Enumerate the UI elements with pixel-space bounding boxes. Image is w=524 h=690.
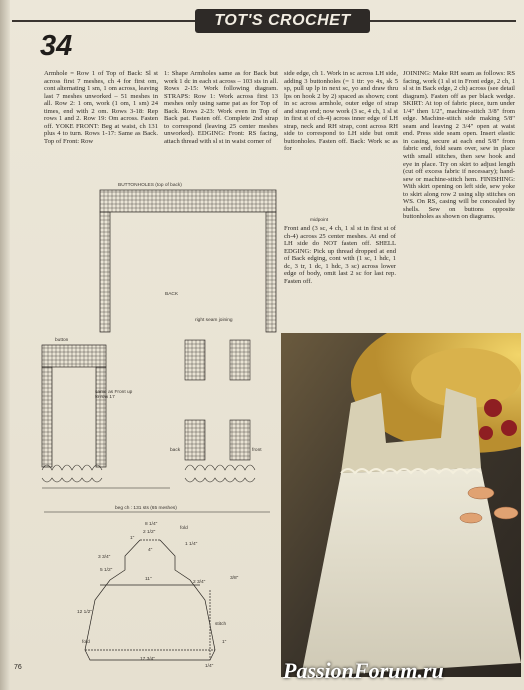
back-left-strap xyxy=(100,212,110,332)
instructions-column-4: JOINING: Make RH seam as follows: RS facing, work (1 sl st in Front edge, 2 ch, 1 sl st in Back edge, 2 ch) across (see detail diagram). Fasten off as per black wedge. SKIRT: At top of fabric piece, turn under 1/4" then 1/2", machine-stitch 3/8" from edge. Machine-stitch side making 5/8" seam and leaving 2 3/4" open at waist end. Press side seam open. Insert elastic in casing, secure at each end 5/8" from fabric end, fold seam over, sew in place with small stitches, then sew hook and eye in place. Try on skirt to adjust length (cut off excess fabric if necessary); hand-sew or machine-stitch hem. FINISHING: With skirt opening on left side, sew yoke to skirt along row 2 using slip stitches on WS. On RS, casing will be concealed by shells. Sew on buttons opposite buttonholes as shown on diagrams. xyxy=(403,70,515,221)
pattern-number: 34 xyxy=(40,30,73,62)
measure-13: 1" xyxy=(222,640,227,645)
midpoint-label: midpoint xyxy=(310,218,329,223)
front-top-band xyxy=(42,345,106,367)
measure-3: 1 1/4" xyxy=(185,542,198,547)
back-label: BACK xyxy=(165,292,179,297)
watermark: PassionForum.ru xyxy=(283,658,444,683)
seam-detail xyxy=(185,340,250,460)
page-number: 76 xyxy=(14,664,22,671)
measure-11: stitch xyxy=(215,622,227,627)
section-title: TOT'S CROCHET xyxy=(214,12,351,29)
back-small-label: back xyxy=(170,448,181,453)
measure-10: 12 1/2" xyxy=(77,610,93,615)
right-seam-label: right seam joining xyxy=(195,318,233,323)
measure-6: 5 1/2" xyxy=(100,568,113,573)
photo-illustration xyxy=(281,333,521,677)
measure-9: 11" xyxy=(145,577,152,582)
back-right-strap xyxy=(266,212,276,332)
buttonholes-label: BUTTONHOLES (top of back) xyxy=(118,183,182,188)
measure-7: 2 3/4" xyxy=(193,580,206,585)
front-right-strap xyxy=(96,367,106,467)
instructions-column-1: Armhole = Row 1 of Top of Back: Sl st across first 7 meshes, ch 4 for first om, cont alternating 1 sm, 1 om across, leaving last 7 meshes unworked – 51 meshes in all. Row 2: 1 om, work (1 om, 1 sm) 24 times, end with 2 om. Rows 3-18: Rep rows 1 and 2. Row 19: Om across. Fasten off. YOKE FRONT: Beg at waist, ch 131 plus 4 to turn. Rows 1-17: Same as Back. Top of Front: Row xyxy=(44,70,158,145)
instructions-column-3b: Front and (3 sc, 4 ch, 1 sl st in first st of ch-4) across 25 center meshes. At end of LH side do NOT fasten off. SHELL EDGING: Pick up thread dropped at end of Back edging, cont with (1 sc, 1 hdc, 1 dc, 3 tr, 1 dc, 1 hdc, 3 sc) across lower edge of body, omit last 2 sc for last rep. Fasten off. xyxy=(284,225,396,285)
measure-4: 4" xyxy=(148,548,153,553)
front-small-label: front xyxy=(252,448,262,453)
beg-chain-label: beg ch : 131 sts (65 meshes) xyxy=(115,506,177,511)
measure-14: 17 3/4" xyxy=(140,657,156,662)
measure-15: 1/4" xyxy=(205,664,214,669)
shell-edging-left xyxy=(42,465,170,488)
instructions-column-3: side edge, ch 1. Work in sc across LH side, adding 3 buttonholes (= 1 ttr: yo 4x, sk 5 sp, pull up lp in next sc, yo and draw thru lps on hook 2 by 2) spaced as shown; cont in sc across armhole, outer edge of strap and strap end; now work (3 sc, 4 ch, 1 sl st in first st of ch-4) across inner edge of LH strap, neck and RH strap, cont across RH side to correspond to LH side but omit buttonholes. Fasten off. Back: Work sc as for xyxy=(284,70,398,153)
instructions-column-2: 1: Shape Armholes same as for Back but work 1 dc in each st across – 103 sts in all. Rows 2-15: Work following diagram. STRAPS: Row 1: Work across first 13 meshes only using same pat as for Top of Back. Rows 2-23: Work even in Top of Back pat. Fasten off. Complete 2nd strap to correspond (leaving 25 center meshes unworked). EDGING: Front: RS facing, attach thread with sl st in waist corner of xyxy=(164,70,278,145)
front-left-strap xyxy=(42,367,52,467)
measure-5: 3 3/4" xyxy=(98,555,111,560)
back-top-band xyxy=(100,190,276,212)
garment-photo xyxy=(281,333,521,677)
shell-edging-right xyxy=(185,465,255,482)
measure-2: 2 1/2" xyxy=(143,530,156,535)
measure-12: fold xyxy=(82,640,90,645)
measure-1: 1" xyxy=(130,536,135,541)
measure-fold-top: fold xyxy=(180,526,188,531)
measure-top: 8 1/4" xyxy=(145,522,158,527)
measure-8: 3/8" xyxy=(230,576,239,581)
same-as-front-label: same as Front up to row 17 xyxy=(95,390,133,400)
button-label: button xyxy=(55,338,69,343)
